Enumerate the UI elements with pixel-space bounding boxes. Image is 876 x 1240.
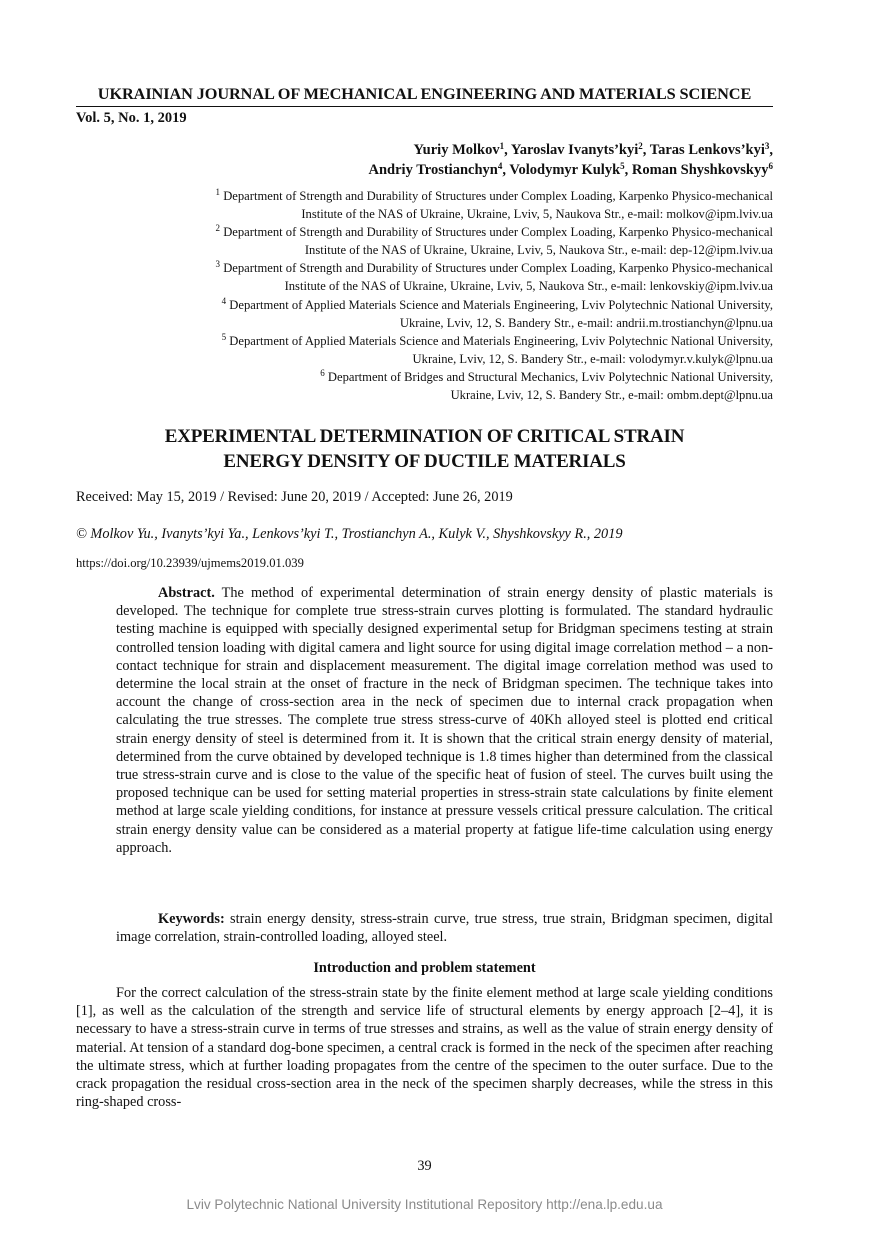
abstract [116,584,773,857]
affiliation-text: Department of Bridges and Structural Mechanics, Lviv Polytechnic National University, [327,369,773,384]
author-sup: 4 [497,161,503,171]
affiliation-item [113,187,773,223]
abstract-text: The method of experimental determination of strain energy density of plastic materials is developed. The technique for complete true stress-strain curves plotting is formulated. The standard hydraulic testing machine is equipped with specially designed experimental setup for Bridgman specimens testing at strain controlled tension loading with digital camera and light source for using digital image correlation method – a non-contact technique for strain and displacement measurement. The digital image correlation method was used to determine the local strain at the onset of fracture in the neck of Bridgman specimen. The technique takes into account the change of cross-section area in the neck of specimen due to internal crack propagation when calculating the true stresses. The complete true stress stress-curve of 40Kh alloyed steel is plotted end critical strain energy density of steel is determined from it. It is shown that the critical strain energy density of material, determined from the curve obtained by developed technique is 1.8 times higher than determined from the classical true stress-strain curve and is close to the value of the specific heat of fusion of steel. The curves built using the proposed technique can be used for setting material properties in stress-strain state calculations by finite element method at large scale yielding conditions, for instance at pressure vessels critical pressure calculation. The critical strain energy density value can be considered as a material property at fatigue life-time calculation using energy approach. [116,585,773,856]
affiliation-sup: 4 [221,295,227,306]
journal-title: UKRAINIAN JOURNAL OF MECHANICAL ENGINEERING AND MATERIALS SCIENCE [97,84,752,103]
author-separator: , [642,142,650,158]
affiliation-text: Department of Strength and Durability of Structures under Complex Loading, Karpenko Physico-mechanical [223,225,773,240]
affiliation-item [113,368,773,404]
affiliation-sup: 3 [215,259,221,270]
author-name: Andriy Trostianchyn [368,162,498,178]
author-sup: 5 [620,161,625,171]
author-separator: , [502,162,510,178]
intro-paragraph: For the correct calculation of the stress-strain state by the finite element method at large scale yielding conditions [1], as well as the calculation of the strength and service life of structural elements by energy approach [2–4], it is necessary to have a stress-strain curve in terms of true stresses and strains, as well as the value of strain energy density of material. At tension of a standard dog-bone specimen, a central crack is formed in the neck of the specimen after reaching the ultimate stress, which at further loading propagates from the centre of the specimen to the outer surface. Due to the crack propagation the residual cross-section area in the neck of the specimen sharply decreases, while the stress in this ring-shaped cross- [76,985,773,1111]
author-name: Yuriy Molkov [413,142,500,158]
author-name: Taras Lenkovs’kyi [649,142,765,158]
affiliation-item [113,223,773,259]
affiliation-sup: 1 [215,187,221,197]
affiliation-list [113,187,773,404]
author-sup: 1 [499,141,505,151]
affiliation-text: Department of Strength and Durability of Structures under Complex Loading, Karpenko Physico-mechanical [223,189,773,203]
affiliation-address: Institute of the NAS of Ukraine, Ukraine, Lviv, 5, Naukova Str., e-mail: lenkovskiy@ipm.lviv.ua [284,279,773,294]
affiliation-sup: 5 [221,331,227,342]
author-line-1 [369,140,773,160]
affiliation-address: Ukraine, Lviv, 12, S. Bandery Str., e-mail: andrii.m.trostianchyn@lpnu.ua [399,315,773,330]
affiliation-text: Department of Applied Materials Science and Materials Engineering, Lviv Polytechnic National University, [229,297,773,312]
copyright-notice: © Molkov Yu., Ivanyts’kyi Ya., Lenkovs’kyi T., Trostianchyn A., Kulyk V., Shyshkovskyy R., 2019 [76,526,623,542]
keywords-label: Keywords: [158,911,225,927]
author-name: Volodymyr Kulyk [509,162,621,178]
paper-title [76,424,773,474]
paper-title-line-2: ENERGY DENSITY OF DUCTILE MATERIALS [223,451,626,472]
author-separator: , [769,142,773,158]
keywords-text: strain energy density, stress-strain curve, true stress, true strain, Bridgman specimen, digital image correlation, strain-controlled loading, alloyed steel. [116,911,773,946]
author-sup: 6 [768,161,773,171]
author-line-2 [369,160,773,180]
author-sup: 2 [638,141,643,151]
keywords [116,910,773,946]
affiliation-address: Ukraine, Lviv, 12, S. Bandery Str., e-mail: ombm.dept@lpnu.ua [450,388,773,403]
affiliation-item [113,332,773,368]
affiliation-address: Institute of the NAS of Ukraine, Ukraine, Lviv, 5, Naukova Str., e-mail: dep-12@ipm.lviv.ua [304,243,773,258]
header-rule [76,106,773,107]
abstract-label: Abstract. [158,585,215,601]
repository-footer: Lviv Polytechnic National University Institutional Repository http://ena.lp.edu.ua [186,1197,663,1212]
affiliation-sup: 6 [320,367,325,378]
affiliation-sup: 2 [215,223,221,234]
paper-title-line-1: EXPERIMENTAL DETERMINATION OF CRITICAL STRAIN [164,426,685,447]
section-heading: Introduction and problem statement [313,960,536,976]
affiliation-text: Department of Applied Materials Science and Materials Engineering, Lviv Polytechnic National University, [229,333,773,348]
author-separator: , [504,142,511,158]
affiliation-address: Institute of the NAS of Ukraine, Ukraine, Lviv, 5, Naukova Str., e-mail: molkov@ipm.lviv.ua [301,207,773,222]
doi-link[interactable]: https://doi.org/10.23939/ujmems2019.01.039 [76,556,304,570]
author-list [369,140,773,180]
volume-info: Vol. 5, No. 1, 2019 [76,110,187,126]
author-sup: 3 [764,141,770,151]
submission-dates: Received: May 15, 2019 / Revised: June 20, 2019 / Accepted: June 26, 2019 [76,489,513,505]
affiliation-address: Ukraine, Lviv, 12, S. Bandery Str., e-mail: volodymyr.v.kulyk@lpnu.ua [412,351,773,366]
affiliation-text: Department of Strength and Durability of Structures under Complex Loading, Karpenko Physico-mechanical [223,261,773,276]
page-number: 39 [417,1158,432,1174]
affiliation-item [113,296,773,332]
author-name: Roman Shyshkovskyy [631,162,769,178]
author-separator: , [624,162,632,178]
affiliation-item [113,259,773,295]
author-name: Yaroslav Ivanyts’kyi [510,142,639,158]
